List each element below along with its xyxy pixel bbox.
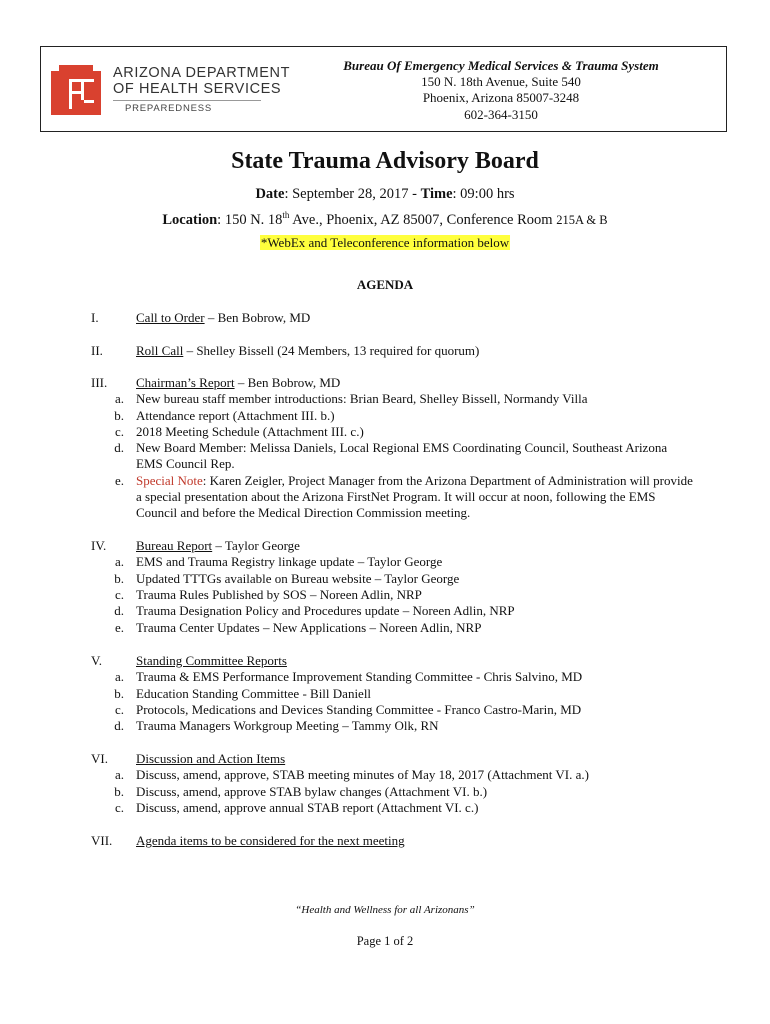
- subitem-letter: b.: [114, 407, 124, 423]
- section-title: Bureau Report: [136, 538, 213, 553]
- subitem-letter: d.: [114, 603, 124, 619]
- subitem-text: [136, 554, 696, 570]
- subitem-letter: b.: [114, 570, 124, 586]
- section-presenter: – Taylor George: [212, 538, 300, 553]
- time-value: : 09:00 hrs: [452, 186, 515, 202]
- section-heading: [136, 751, 285, 767]
- subitem-letter: b.: [114, 685, 124, 701]
- letterhead: [40, 46, 727, 132]
- section-numeral: VII.: [91, 833, 113, 848]
- subitem-letter: a.: [114, 669, 124, 685]
- webex-note: *WebEx and Teleconference information below: [260, 235, 510, 250]
- address-line-2: Phoenix, Arizona 85007-3248: [422, 90, 580, 106]
- subitem-text: [136, 669, 696, 685]
- section-heading: [136, 538, 300, 554]
- subitem-letter: c.: [114, 586, 124, 602]
- location-part-2: Ave., Phoenix, AZ 85007, Conference Room: [289, 211, 557, 228]
- date-value: : September 28, 2017 -: [284, 186, 421, 202]
- subitem-text: [136, 784, 696, 800]
- subitem-text: [136, 767, 696, 783]
- subitem-text: [136, 408, 696, 424]
- subitem-text: [136, 473, 696, 522]
- special-note-label: Special Note: [136, 472, 203, 488]
- section-presenter: – Shelley Bissell (24 Members, 13 required for quorum): [183, 343, 480, 358]
- subitem-body: New Board Member: Melissa Daniels, Local Regional EMS Coordinating Council, Southeast Arizona EMS Council Rep.: [136, 440, 668, 472]
- time-label: Time: [420, 186, 453, 202]
- address-line-1: 150 N. 18th Avenue, Suite 540: [421, 74, 581, 90]
- section-numeral: III.: [91, 375, 108, 390]
- subitem-letter: c.: [114, 701, 124, 717]
- adhs-logo: [51, 61, 291, 121]
- section-heading: [136, 375, 340, 391]
- logo-line-2: OF HEALTH SERVICES: [113, 81, 282, 97]
- agenda-heading: AGENDA: [356, 277, 414, 292]
- location-room: 215A & B: [556, 212, 608, 227]
- footer-quote: “Health and Wellness for all Arizonans”: [295, 904, 475, 916]
- section-numeral: II.: [91, 343, 103, 358]
- subitem-body: Updated TTTGs available on Bureau website – Taylor George: [136, 570, 460, 586]
- subitem-text: [136, 702, 696, 718]
- section-heading: [136, 833, 405, 849]
- subitem-letter: e.: [114, 472, 124, 488]
- section-presenter: – Ben Bobrow, MD: [204, 310, 311, 325]
- section-title: Roll Call: [136, 343, 184, 358]
- section-heading: [136, 310, 310, 326]
- page-number: Page 1 of 2: [356, 934, 414, 948]
- section-heading: [136, 343, 479, 359]
- section-title: Discussion and Action Items: [136, 751, 286, 766]
- location-line: [0, 210, 770, 229]
- location-part-1: : 150 N. 18: [217, 211, 283, 228]
- subitem-body: Protocols, Medications and Devices Standing Committee - Franco Castro-Marin, MD: [136, 701, 582, 717]
- subitem-text: [136, 424, 696, 440]
- subitem-text: [136, 686, 696, 702]
- subitem-body: Discuss, amend, approve annual STAB report (Attachment VI. c.): [136, 799, 479, 815]
- location-superscript: th: [282, 210, 290, 220]
- location-label: Location: [162, 211, 218, 228]
- bureau-title: Bureau Of Emergency Medical Services & Trauma System: [343, 58, 659, 73]
- section-heading: [136, 653, 287, 669]
- section-numeral: I.: [91, 310, 99, 325]
- date-time-line: [0, 186, 770, 203]
- document-title: State Trauma Advisory Board: [231, 148, 539, 174]
- webex-note-line: [0, 235, 770, 251]
- subitem-letter: d.: [114, 718, 124, 734]
- logo-divider: [113, 100, 261, 101]
- subitem-text: [136, 587, 696, 603]
- logo-line-1: ARIZONA DEPARTMENT: [113, 65, 291, 81]
- subitem-body: Trauma Managers Workgroup Meeting – Tammy Olk, RN: [136, 718, 439, 734]
- section-title: Chairman’s Report: [136, 375, 235, 390]
- subitem-body: Discuss, amend, approve STAB bylaw changes (Attachment VI. b.): [136, 783, 488, 799]
- subitem-letter: a.: [114, 391, 124, 407]
- bureau-address-block: [296, 58, 706, 123]
- subitem-text: [136, 391, 696, 407]
- logo-line-3: PREPAREDNESS: [125, 103, 213, 114]
- subitem-letter: e.: [114, 619, 124, 635]
- subitem-body: Trauma & EMS Performance Improvement Standing Committee - Chris Salvino, MD: [136, 669, 583, 685]
- section-title: Call to Order: [136, 310, 205, 325]
- subitem-letter: c.: [114, 423, 124, 439]
- subitem-body: Attendance report (Attachment III. b.): [136, 407, 335, 423]
- subitem-body: EMS and Trauma Registry linkage update – Taylor George: [136, 554, 443, 570]
- section-presenter: – Ben Bobrow, MD: [234, 375, 341, 390]
- section-numeral: IV.: [91, 538, 107, 553]
- subitem-letter: a.: [114, 554, 124, 570]
- date-label: Date: [255, 186, 285, 202]
- subitem-body: 2018 Meeting Schedule (Attachment III. c.): [136, 423, 364, 439]
- phone-number: 602-364-3150: [464, 106, 538, 122]
- subitem-body: New bureau staff member introductions: Brian Beard, Shelley Bissell, Normandy Villa: [136, 391, 588, 407]
- subitem-text: [136, 718, 696, 734]
- subitem-body: Education Standing Committee - Bill Daniell: [136, 685, 372, 701]
- subitem-body: Discuss, amend, approve, STAB meeting minutes of May 18, 2017 (Attachment VI. a.): [136, 767, 589, 783]
- subitem-text: [136, 440, 696, 472]
- section-numeral: VI.: [91, 751, 108, 766]
- subitem-letter: c.: [114, 799, 124, 815]
- subitem-body: Trauma Designation Policy and Procedures update – Noreen Adlin, NRP: [136, 603, 515, 619]
- adhs-logo-mark-icon: [51, 65, 101, 115]
- subitem-letter: b.: [114, 783, 124, 799]
- subitem-text: [136, 620, 696, 636]
- section-title: Standing Committee Reports: [136, 653, 287, 668]
- subitem-text: [136, 800, 696, 816]
- subitem-body: Trauma Rules Published by SOS – Noreen Adlin, NRP: [136, 586, 422, 602]
- subitem-text: [136, 603, 696, 619]
- subitem-body: : Karen Zeigler, Project Manager from the Arizona Department of Administration will provide a special presentation about the Arizona FirstNet Program. It will occur at noon, following the EMS Council and before the Medical Direction Commission meeting.: [136, 472, 693, 521]
- subitem-letter: d.: [114, 440, 124, 456]
- subitem-body: Trauma Center Updates – New Applications – Noreen Adlin, NRP: [136, 619, 482, 635]
- section-title: Agenda items to be considered for the next meeting: [136, 833, 405, 848]
- section-numeral: V.: [91, 653, 102, 668]
- subitem-text: [136, 571, 696, 587]
- subitem-letter: a.: [114, 767, 124, 783]
